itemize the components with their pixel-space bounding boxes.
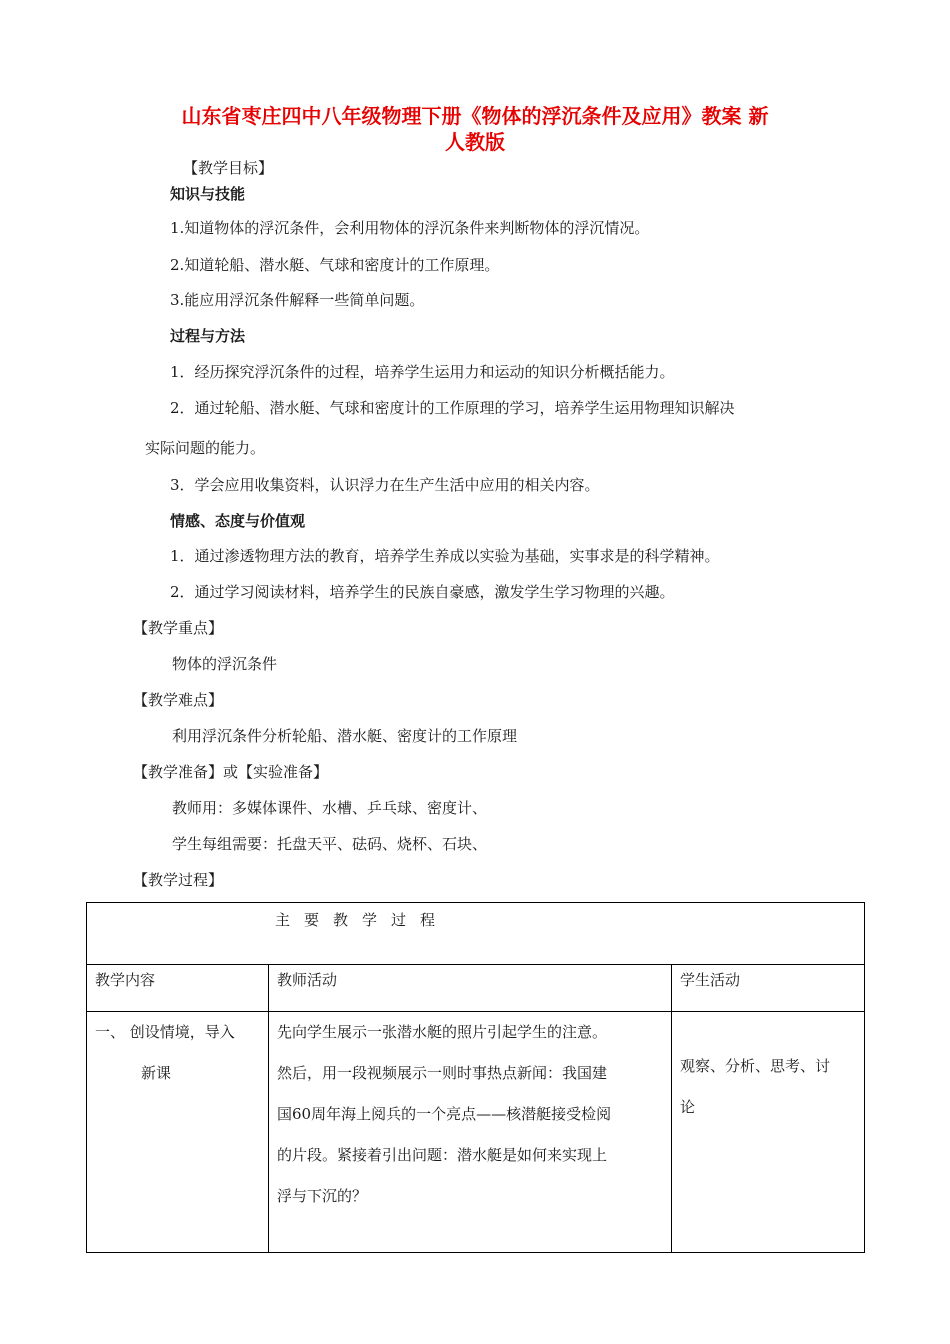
process-item-continued: 实际问题的能力。 — [145, 439, 266, 457]
student-activity-cell — [672, 1012, 865, 1253]
attitude-item: 2．通过学习阅读材料，培养学生的民族自豪感，激发学生学习物理的兴趣。 — [170, 583, 675, 601]
attitude-heading: 情感、态度与价值观 — [170, 512, 306, 530]
objectives-heading: 【教学目标】 — [183, 159, 274, 177]
key-point-heading: 【教学重点】 — [133, 619, 224, 637]
process-item: 3．学会应用收集资料，认识浮力在生产生活中应用的相关内容。 — [170, 476, 600, 494]
content-line: 新课 — [141, 1064, 172, 1082]
teacher-line: 浮与下沉的？ — [277, 1187, 368, 1205]
teacher-line: 然后，用一段视频展示一则时事热点新闻：我国建 — [277, 1064, 608, 1082]
table-title-cell — [87, 903, 865, 965]
process-item: 1．经历探究浮沉条件的过程，培养学生运用力和运动的知识分析概括能力。 — [170, 363, 675, 381]
column-header-teacher: 教师活动 — [269, 965, 672, 1012]
column-header-student: 学生活动 — [672, 965, 865, 1012]
document-title — [120, 103, 830, 155]
preparation-students: 学生每组需要：托盘天平、砝码、烧杯、石块、 — [172, 835, 488, 853]
knowledge-item: 1.知道物体的浮沉条件，会利用物体的浮沉条件来判断物体的浮沉情况。 — [170, 219, 650, 237]
knowledge-item: 3.能应用浮沉条件解释一些简单问题。 — [170, 291, 425, 309]
difficulty-heading: 【教学难点】 — [133, 691, 224, 709]
teacher-line: 国60周年海上阅兵的一个亮点——核潜艇接受检阅 — [277, 1105, 612, 1123]
content-cell — [87, 1012, 269, 1253]
key-point-text: 物体的浮沉条件 — [172, 655, 278, 673]
student-line: 观察、分析、思考、讨 — [680, 1057, 831, 1075]
process-table-heading: 【教学过程】 — [133, 871, 224, 889]
title-line-1: 山东省枣庄四中八年级物理下册《物体的浮沉条件及应用》教案 新 — [181, 104, 769, 128]
teacher-line: 先向学生展示一张潜水艇的照片引起学生的注意。 — [277, 1023, 608, 1041]
title-line-2: 人教版 — [445, 130, 505, 154]
process-item: 2．通过轮船、潜水艇、气球和密度计的工作原理的学习，培养学生运用物理知识解决 — [170, 399, 735, 417]
difficulty-text: 利用浮沉条件分析轮船、潜水艇、密度计的工作原理 — [172, 727, 518, 745]
content-line: 一、 创设情境，导入 — [95, 1023, 235, 1041]
knowledge-heading: 知识与技能 — [170, 185, 246, 203]
knowledge-item: 2.知道轮船、潜水艇、气球和密度计的工作原理。 — [170, 256, 500, 274]
preparation-heading: 【教学准备】或【实验准备】 — [133, 763, 329, 781]
attitude-item: 1．通过渗透物理方法的教育，培养学生养成以实验为基础，实事求是的科学精神。 — [170, 547, 720, 565]
table-row — [87, 1012, 865, 1253]
teacher-activity-cell — [269, 1012, 672, 1253]
teaching-process-table — [86, 902, 865, 1253]
teacher-line: 的片段。紧接着引出问题：潜水艇是如何来实现上 — [277, 1146, 608, 1164]
table-title: 主要教学过程 — [275, 911, 450, 929]
preparation-teacher: 教师用：多媒体课件、水槽、乒乓球、密度计、 — [172, 799, 488, 817]
column-header-content: 教学内容 — [87, 965, 269, 1012]
process-heading: 过程与方法 — [170, 327, 246, 345]
student-line: 论 — [680, 1098, 696, 1116]
